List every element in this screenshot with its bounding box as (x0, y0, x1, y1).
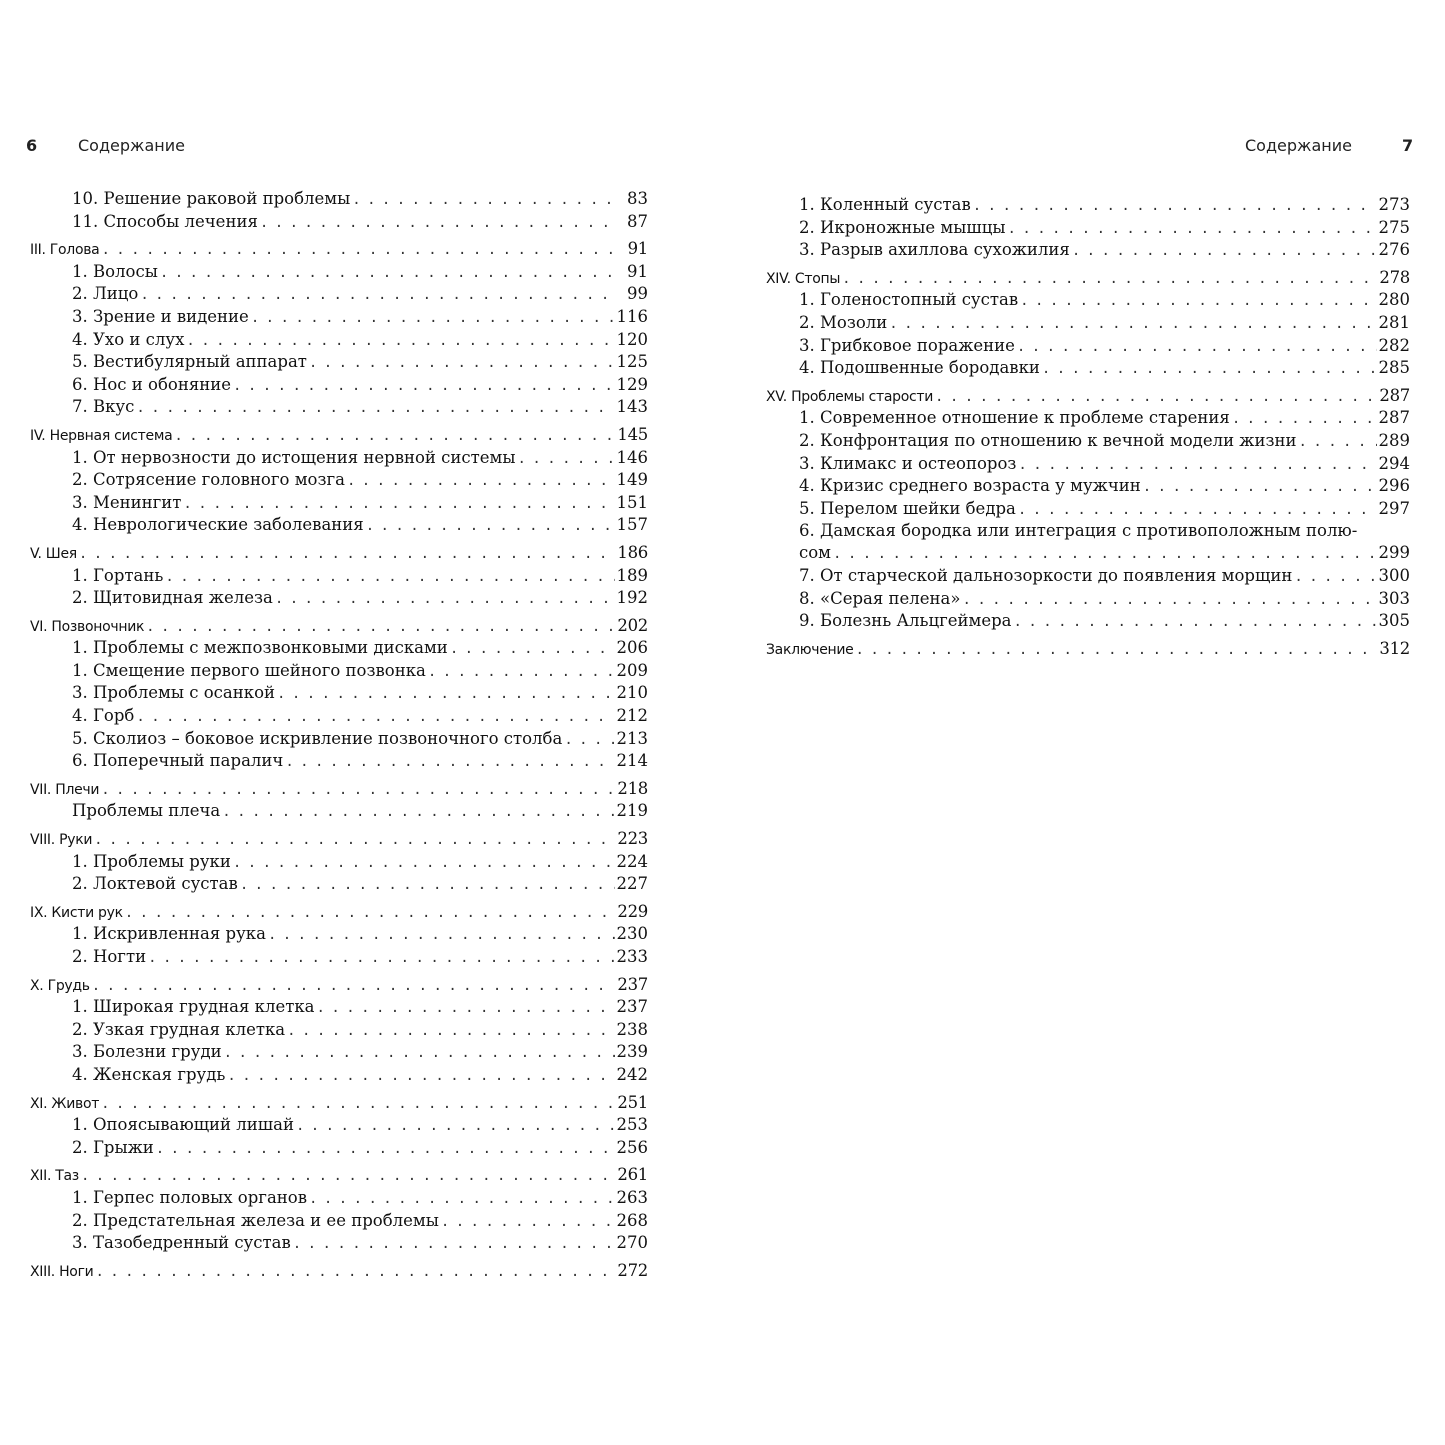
toc-entry-label: 1. Искривленная рука (72, 924, 266, 944)
toc-dot-leader (136, 396, 614, 420)
toc-entry-label: 11. Способы лечения (72, 211, 258, 231)
toc-entry (30, 800, 648, 823)
toc-dot-leader (146, 616, 615, 639)
toc-entry-label: 1. Опоясывающий лишай (72, 1115, 294, 1135)
toc-entry (766, 520, 1410, 542)
toc-entry-label: 2. Узкая грудная клетка (72, 1019, 286, 1039)
toc-entry-label: сом (799, 543, 832, 563)
toc-page-number: 261 (617, 1165, 648, 1185)
toc-entry (30, 660, 648, 683)
toc-page-number: 305 (1378, 611, 1410, 631)
toc-entry-label: Заключение (766, 641, 854, 658)
toc-entry-label: 2. Лицо (72, 284, 139, 304)
toc-page-number: 282 (1378, 335, 1410, 355)
toc-page-number: 256 (616, 1137, 648, 1157)
toc-dot-leader (296, 1114, 615, 1138)
toc-entry-label: 4. Кризис среднего возраста у мужчин (799, 476, 1141, 496)
toc-entry-label: 4. Горб (72, 706, 135, 726)
toc-entry (30, 996, 648, 1019)
toc-page-number: 242 (616, 1064, 648, 1084)
toc-entry (30, 447, 648, 470)
toc-dot-leader (317, 996, 615, 1020)
toc-page-number: 202 (617, 615, 648, 635)
toc-entry (30, 1041, 648, 1064)
left-page-number: 6 (26, 136, 38, 155)
toc-entry-label: VI. Позвоночник (30, 618, 145, 635)
toc-entry (30, 923, 648, 946)
toc-section-entry (766, 385, 1410, 408)
toc-dot-leader (1014, 610, 1377, 634)
toc-entry-label: 2. Мозоли (799, 312, 888, 332)
right-toc-list (766, 194, 1410, 660)
toc-page-number: 151 (616, 492, 648, 512)
toc-page-number: 189 (616, 565, 648, 585)
toc-entry (30, 1064, 648, 1087)
toc-entry (30, 682, 648, 705)
toc-dot-leader (842, 268, 1377, 291)
toc-entry-label: 10. Решение раковой проблемы (72, 189, 351, 208)
toc-dot-leader (251, 306, 615, 330)
toc-section-entry (766, 638, 1410, 661)
toc-entry-label: 2. Локтевой сустав (72, 874, 238, 894)
toc-dot-leader (1020, 289, 1376, 313)
toc-dot-leader (174, 425, 615, 448)
toc-page-number: 146 (616, 447, 648, 467)
toc-dot-leader (101, 1093, 615, 1116)
toc-entry (766, 542, 1410, 565)
toc-dot-leader (224, 1041, 615, 1065)
toc-page-number: 91 (627, 239, 648, 259)
toc-dot-leader (287, 1019, 614, 1043)
toc-entry (766, 430, 1410, 453)
toc-section-entry (30, 974, 648, 997)
toc-entry-label: 5. Вестибулярный аппарат (72, 352, 307, 372)
toc-page-number: 303 (1378, 588, 1410, 608)
toc-dot-leader (564, 728, 614, 752)
toc-dot-leader (233, 374, 614, 398)
toc-page-number: 237 (616, 997, 648, 1017)
toc-dot-leader (227, 1064, 614, 1088)
toc-entry-label: 1. Смещение первого шейного позвонка (72, 660, 426, 680)
toc-page-number: 120 (616, 329, 648, 349)
toc-entry (30, 374, 648, 397)
toc-entry-label: 1. Герпес половых органов (72, 1187, 308, 1207)
toc-page-number: 287 (1378, 408, 1410, 428)
toc-dot-leader (165, 565, 614, 589)
toc-dot-leader (79, 543, 616, 566)
toc-dot-leader (148, 946, 614, 970)
toc-dot-leader (1232, 407, 1377, 431)
toc-page-number: 294 (1378, 453, 1410, 473)
toc-entry (30, 211, 648, 234)
toc-page-number: 287 (1379, 385, 1410, 405)
toc-entry (766, 498, 1410, 521)
toc-page-number: 210 (616, 683, 648, 703)
toc-dot-leader (240, 873, 615, 897)
toc-page-number: 233 (616, 947, 648, 966)
toc-page-number: 213 (616, 728, 648, 748)
toc-entry (766, 194, 1410, 217)
toc-dot-leader (1017, 335, 1377, 359)
toc-entry (30, 306, 648, 329)
toc-entry-label: 1. От нервозности до истощения нервной системы (72, 447, 516, 467)
toc-entry-label: VIII. Руки (30, 832, 93, 849)
right-page (722, 0, 1445, 1445)
toc-dot-leader (125, 902, 616, 925)
toc-entry-label: 6. Дамская бородка или интеграция с противоположным полю- (799, 521, 1358, 541)
toc-entry-label: VII. Плечи (30, 781, 100, 798)
toc-entry (30, 873, 648, 896)
toc-entry-label: 4. Неврологические заболевания (72, 515, 364, 535)
toc-page-number: 125 (616, 352, 648, 372)
toc-entry-label: IX. Кисти рук (30, 904, 123, 921)
toc-dot-leader (1298, 430, 1376, 454)
toc-entry-label: 3. Проблемы с осанкой (72, 683, 276, 703)
toc-entry-label: IV. Нервная система (30, 427, 173, 444)
toc-entry (30, 705, 648, 728)
toc-entry-label: XII. Таз (30, 1168, 79, 1185)
toc-entry-label: 4. Женская грудь (72, 1064, 226, 1084)
toc-entry-label: 5. Перелом шейки бедра (799, 498, 1016, 518)
toc-page-number: 218 (617, 778, 648, 798)
toc-entry (30, 492, 648, 515)
toc-entry-label: 3. Грибковое поражение (799, 335, 1015, 355)
toc-entry-label: 3. Тазобедренный сустав (72, 1233, 291, 1253)
toc-entry (30, 261, 648, 284)
toc-page-number: 263 (616, 1187, 648, 1207)
toc-dot-leader (1143, 475, 1377, 499)
toc-entry (30, 946, 648, 969)
toc-entry-label: XIV. Стопы (766, 270, 841, 287)
toc-entry-label: 5. Сколиоз – боковое искривление позвоночного столба (72, 728, 563, 748)
right-running-title: Содержание (1245, 136, 1352, 155)
toc-entry (30, 1210, 648, 1233)
left-page (0, 0, 722, 1445)
toc-page-number: 296 (1378, 476, 1410, 496)
toc-dot-leader (275, 587, 615, 611)
toc-entry-label: 4. Подошвенные бородавки (799, 358, 1040, 378)
toc-section-entry (30, 828, 648, 851)
toc-page-number: 206 (616, 638, 648, 658)
toc-page-number: 289 (1378, 430, 1410, 450)
toc-page-number: 157 (616, 515, 648, 535)
toc-dot-leader (347, 469, 615, 493)
toc-dot-leader (450, 637, 615, 661)
toc-page-number: 116 (616, 306, 648, 326)
toc-entry-label: X. Грудь (30, 977, 90, 994)
toc-entry-label: 1. Коленный сустав (799, 195, 971, 214)
toc-entry (766, 217, 1410, 240)
toc-entry-label: 6. Нос и обоняние (72, 374, 232, 394)
toc-page-number: 223 (617, 829, 648, 849)
toc-page-number: 297 (1378, 498, 1410, 518)
toc-dot-leader (889, 312, 1376, 336)
toc-entry-label: 3. Климакс и остеопороз (799, 453, 1017, 473)
toc-page-number: 268 (616, 1210, 648, 1230)
toc-page-number: 237 (617, 974, 648, 994)
toc-section-entry (30, 1260, 648, 1283)
toc-section-entry (30, 1092, 648, 1115)
toc-page-number: 273 (1378, 195, 1410, 214)
toc-page-number: 186 (617, 542, 648, 562)
toc-page-number: 214 (616, 751, 648, 771)
toc-entry-label: Проблемы плеча (72, 801, 221, 821)
toc-page-number: 276 (1378, 240, 1410, 260)
toc-dot-leader (268, 923, 615, 947)
toc-entry-label: XI. Живот (30, 1095, 100, 1112)
toc-dot-leader (1294, 565, 1376, 589)
toc-dot-leader (935, 386, 1377, 409)
toc-entry-label: 1. Волосы (72, 261, 158, 281)
toc-entry (30, 750, 648, 773)
toc-page-number: 129 (616, 374, 648, 394)
toc-page-number: 312 (1379, 638, 1410, 658)
toc-page-number: 224 (616, 851, 648, 871)
toc-entry (30, 637, 648, 660)
toc-page-number: 149 (616, 470, 648, 490)
toc-entry-label: 7. Вкус (72, 397, 135, 417)
toc-dot-leader (1072, 239, 1377, 263)
toc-dot-leader (277, 682, 614, 706)
toc-entry (766, 475, 1410, 498)
toc-page-number: 91 (627, 261, 648, 281)
toc-dot-leader (94, 829, 615, 852)
toc-page-number: 251 (617, 1092, 648, 1112)
toc-dot-leader (156, 1137, 615, 1161)
toc-dot-leader (160, 261, 616, 285)
toc-entry-label: 1. Проблемы руки (72, 851, 231, 871)
toc-page-number: 87 (627, 211, 648, 231)
toc-entry (30, 851, 648, 874)
toc-entry-label: 9. Болезнь Альцгеймера (799, 611, 1012, 631)
toc-dot-leader (309, 351, 615, 375)
toc-dot-leader (136, 705, 614, 729)
toc-entry-label: 1. Голеностопный сустав (799, 290, 1019, 310)
toc-entry (30, 514, 648, 537)
toc-entry-label: 7. От старческой дальнозоркости до появления морщин (799, 565, 1293, 585)
toc-page-number: 192 (616, 588, 648, 608)
toc-page-number: 219 (616, 801, 648, 821)
toc-page-number: 230 (616, 924, 648, 944)
toc-dot-leader (101, 239, 616, 262)
toc-dot-leader (101, 779, 615, 802)
toc-page-number: 238 (616, 1019, 648, 1039)
toc-page-number: 281 (1378, 312, 1410, 332)
toc-page-number: 239 (616, 1042, 648, 1062)
toc-entry-label: 3. Болезни груди (72, 1042, 222, 1062)
toc-entry (766, 407, 1410, 430)
toc-entry-label: 1. Широкая грудная клетка (72, 997, 315, 1017)
toc-entry-label: 2. Сотрясение головного мозга (72, 470, 345, 490)
toc-page-number: 278 (1379, 267, 1410, 287)
toc-page-number: 270 (616, 1233, 648, 1253)
toc-entry (30, 283, 648, 306)
toc-entry (30, 1114, 648, 1137)
toc-entry-label: 1. Проблемы с межпозвонковыми дисками (72, 638, 448, 658)
toc-dot-leader (1007, 217, 1376, 241)
right-page-number: 7 (1402, 136, 1414, 155)
toc-entry (30, 188, 648, 211)
toc-page-number: 99 (627, 284, 648, 304)
toc-page-number: 209 (616, 660, 648, 680)
toc-page-number: 300 (1378, 565, 1410, 585)
toc-entry-label: 3. Разрыв ахиллова сухожилия (799, 240, 1070, 260)
toc-page-number: 83 (627, 189, 648, 208)
toc-page-number: 280 (1378, 290, 1410, 310)
toc-dot-leader (222, 800, 614, 824)
toc-entry (30, 1137, 648, 1160)
toc-section-entry (30, 615, 648, 638)
toc-entry (766, 357, 1410, 380)
toc-dot-leader (441, 1210, 615, 1234)
toc-dot-leader (260, 211, 616, 235)
toc-dot-leader (92, 975, 616, 998)
toc-section-entry (30, 238, 648, 261)
toc-dot-leader (352, 188, 616, 212)
toc-dot-leader (233, 851, 615, 875)
toc-section-entry (30, 424, 648, 447)
toc-entry (30, 396, 648, 419)
toc-entry-label: 4. Ухо и слух (72, 329, 185, 349)
toc-dot-leader (186, 329, 614, 353)
toc-page-number: 229 (617, 901, 648, 921)
toc-dot-leader (962, 588, 1376, 612)
toc-entry (30, 351, 648, 374)
toc-section-entry (30, 901, 648, 924)
toc-dot-leader (366, 514, 615, 538)
toc-dot-leader (1018, 453, 1376, 477)
toc-entry-label: V. Шея (30, 545, 77, 562)
toc-entry-label: 1. Гортань (72, 565, 164, 585)
toc-entry-label: 2. Грыжи (72, 1137, 154, 1157)
toc-dot-leader (856, 639, 1378, 662)
toc-dot-leader (833, 542, 1376, 566)
toc-entry (766, 565, 1410, 588)
toc-entry-label: 2. Конфронтация по отношению к вечной модели жизни (799, 430, 1297, 450)
toc-section-entry (30, 1164, 648, 1187)
toc-dot-leader (1042, 357, 1377, 381)
toc-entry-label: 3. Менингит (72, 492, 182, 512)
toc-entry (766, 588, 1410, 611)
toc-entry (766, 289, 1410, 312)
toc-entry (30, 728, 648, 751)
toc-page-number: 227 (616, 874, 648, 894)
toc-entry (766, 239, 1410, 262)
toc-entry (30, 329, 648, 352)
toc-entry-label: III. Голова (30, 242, 100, 259)
toc-entry (30, 1232, 648, 1255)
toc-entry (30, 565, 648, 588)
toc-entry (766, 312, 1410, 335)
toc-entry (30, 1019, 648, 1042)
toc-dot-leader (95, 1261, 615, 1284)
toc-entry (766, 610, 1410, 633)
toc-entry-label: 2. Щитовидная железа (72, 588, 273, 608)
toc-page-number: 299 (1378, 543, 1410, 563)
toc-entry (30, 469, 648, 492)
toc-page-number: 272 (617, 1260, 648, 1280)
toc-dot-leader (428, 660, 615, 684)
toc-entry (766, 453, 1410, 476)
toc-page-number: 212 (616, 706, 648, 726)
toc-page-number: 285 (1378, 358, 1410, 378)
toc-entry (30, 1187, 648, 1210)
toc-page-number: 275 (1378, 217, 1410, 237)
toc-dot-leader (140, 283, 616, 307)
left-toc-list (30, 188, 648, 1282)
toc-entry-label: 6. Поперечный паралич (72, 751, 284, 771)
toc-page-number: 143 (616, 397, 648, 417)
toc-dot-leader (293, 1232, 615, 1256)
toc-dot-leader (1018, 498, 1377, 522)
toc-dot-leader (518, 447, 615, 471)
toc-section-entry (766, 267, 1410, 290)
toc-entry-label: 2. Ногти (72, 947, 147, 966)
toc-section-entry (30, 542, 648, 565)
toc-dot-leader (183, 492, 614, 516)
toc-entry-label: 1. Современное отношение к проблеме старения (799, 408, 1230, 428)
toc-page-number: 253 (616, 1115, 648, 1135)
toc-entry (30, 587, 648, 610)
toc-entry-label: 2. Предстательная железа и ее проблемы (72, 1210, 439, 1230)
toc-entry-label: XV. Проблемы старости (766, 388, 934, 405)
toc-entry-label: 2. Икроножные мышцы (799, 217, 1006, 237)
left-running-title: Содержание (78, 136, 185, 155)
toc-dot-leader (285, 750, 614, 774)
toc-dot-leader (81, 1165, 615, 1188)
toc-entry-label: XIII. Ноги (30, 1263, 94, 1280)
toc-entry-label: 3. Зрение и видение (72, 306, 249, 326)
toc-dot-leader (973, 194, 1377, 218)
toc-section-entry (30, 778, 648, 801)
toc-entry-label: 8. «Серая пелена» (799, 588, 961, 608)
toc-page-number: 145 (617, 424, 648, 444)
toc-entry (766, 335, 1410, 358)
toc-dot-leader (309, 1187, 614, 1211)
